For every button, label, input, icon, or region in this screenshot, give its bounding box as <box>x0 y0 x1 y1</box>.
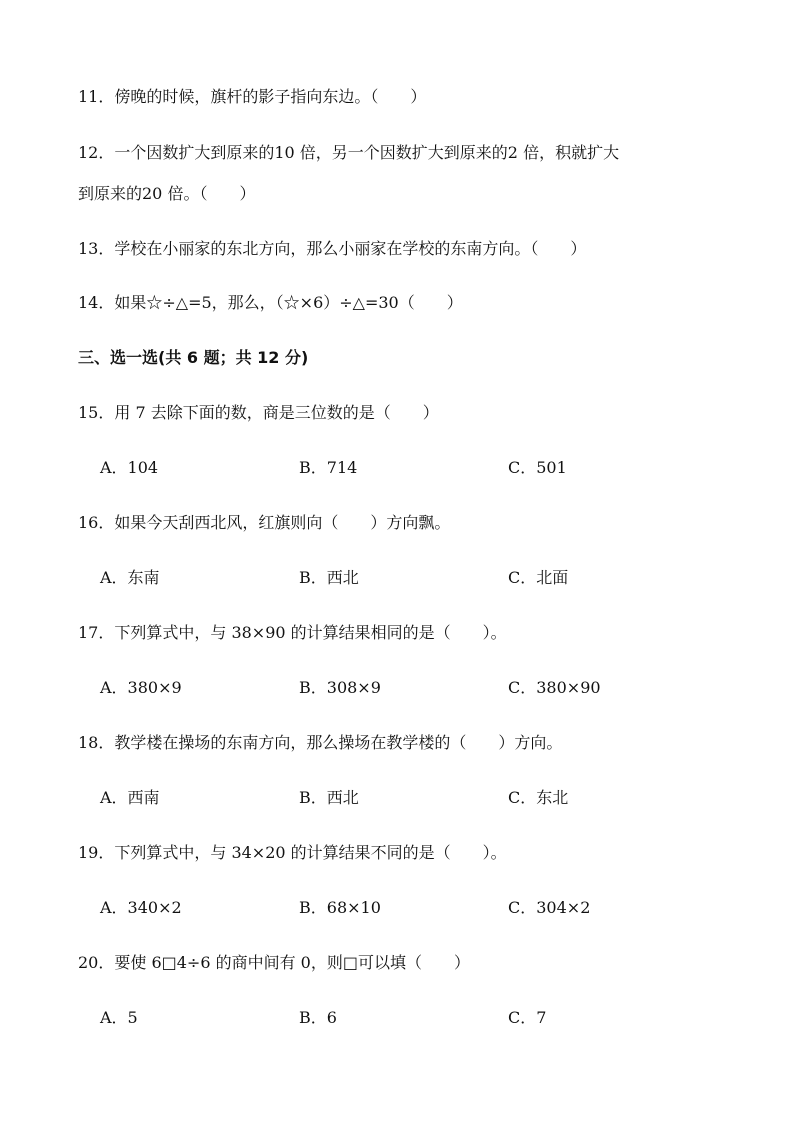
question-14: 14．如果☆÷△=5，那么，（☆×6）÷△=30（ ） <box>78 293 463 312</box>
q20-option-a: A．5 <box>100 1008 138 1027</box>
question-15: 15．用 7 去除下面的数，商是三位数的是（ ） <box>78 403 439 422</box>
q15-option-b: B．714 <box>299 458 358 477</box>
q17-option-c: C．380×90 <box>508 678 601 697</box>
q19-option-c: C．304×2 <box>508 898 591 917</box>
question-12-line-2: 到原来的20 倍。（ ） <box>78 184 256 203</box>
q17-option-b: B．308×9 <box>299 678 381 697</box>
q17-option-a: A．380×9 <box>100 678 182 697</box>
q15-option-a: A．104 <box>100 458 159 477</box>
question-20: 20．要使 6□4÷6 的商中间有 0，则□可以填（ ） <box>78 953 470 972</box>
q20-option-c: C．7 <box>508 1008 547 1027</box>
question-17: 17．下列算式中，与 38×90 的计算结果相同的是（ ）。 <box>78 623 507 642</box>
section-title: 三、选一选(共 6 题；共 12 分) <box>78 348 309 367</box>
question-16: 16．如果今天刮西北风，红旗则向（ ）方向飘。 <box>78 513 451 532</box>
q19-option-a: A．340×2 <box>100 898 182 917</box>
q18-option-a: A．西南 <box>100 788 160 807</box>
question-19: 19．下列算式中，与 34×20 的计算结果不同的是（ ）。 <box>78 843 507 862</box>
q18-option-c: C．东北 <box>508 788 569 807</box>
q20-option-b: B．6 <box>299 1008 337 1027</box>
question-13: 13．学校在小丽家的东北方向，那么小丽家在学校的东南方向。（ ） <box>78 239 587 258</box>
q15-option-c: C．501 <box>508 458 567 477</box>
question-11: 11．傍晚的时候，旗杆的影子指向东边。（ ） <box>78 87 427 106</box>
q16-option-c: C．北面 <box>508 568 569 587</box>
question-12-line-1: 12．一个因数扩大到原来的10 倍，另一个因数扩大到原来的2 倍，积就扩大 <box>78 143 620 162</box>
q16-option-a: A．东南 <box>100 568 160 587</box>
question-18: 18．教学楼在操场的东南方向，那么操场在教学楼的（ ）方向。 <box>78 733 563 752</box>
q18-option-b: B．西北 <box>299 788 359 807</box>
q16-option-b: B．西北 <box>299 568 359 587</box>
q19-option-b: B．68×10 <box>299 898 381 917</box>
